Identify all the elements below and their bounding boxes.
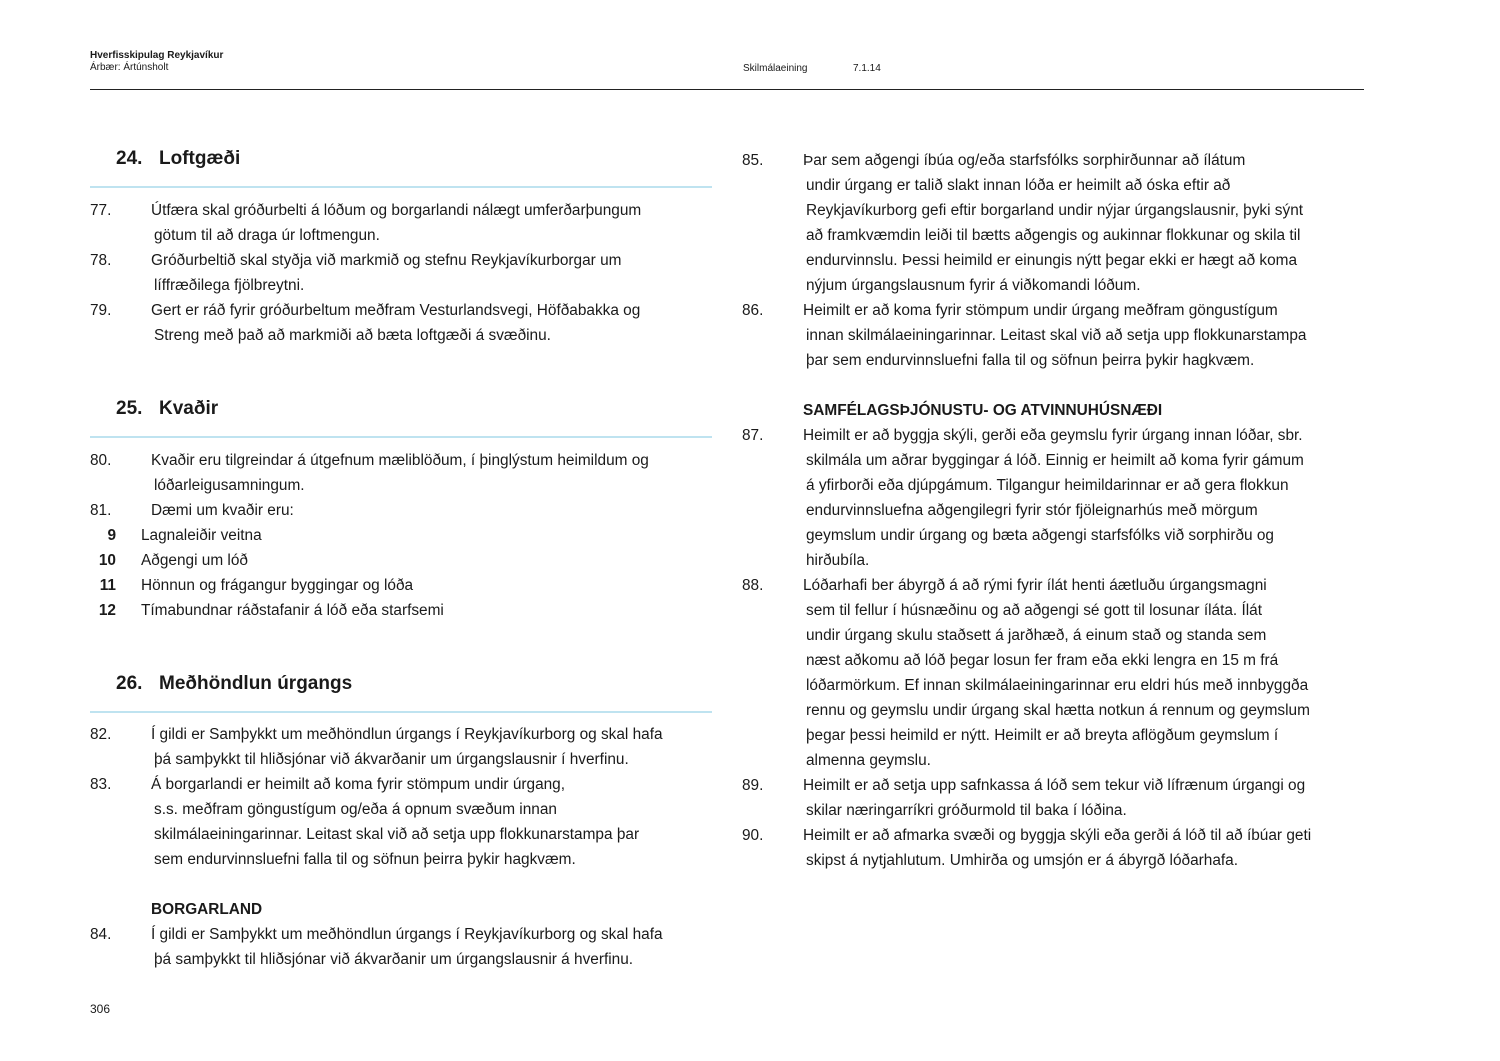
item-text <box>742 298 1382 373</box>
section-title: Loftgæði <box>159 148 241 169</box>
item-text-line: Kvaðir eru tilgreindar á útgefnum mæliblöðum, í þinglýstum heimildum og <box>151 452 649 469</box>
sub-item-text: Lagnaleiðir veitna <box>141 527 262 544</box>
page-number: 306 <box>90 1002 111 1016</box>
sub-item-number: 9 <box>107 527 116 544</box>
item-text <box>90 198 730 248</box>
subheading-samfelagsthjonustu: SAMFÉLAGSÞJÓNUSTU- OG ATVINNUHÚSNÆÐI <box>803 402 1163 419</box>
item-text-line: skilmála um aðrar byggingar á lóð. Einnig er heimilt að koma fyrir gámum <box>806 452 1304 469</box>
item-text-line: þá samþykkt til hliðsjónar við ákvarðanir um úrgangslausnir á hverfinu. <box>154 951 634 968</box>
list-item <box>742 148 1382 298</box>
item-text <box>90 498 730 523</box>
item-text-line: rennu og geymslu undir úrgang skal hætta notkun á rennum og geymslum <box>806 702 1310 719</box>
item-number: 88. <box>742 577 764 594</box>
item-text-line: Útfæra skal gróðurbelti á lóðum og borgarlandi nálægt umferðarþungum <box>151 202 642 219</box>
list-item <box>742 573 1382 773</box>
section-25-items <box>90 448 730 523</box>
item-text-line: innan skilmálaeiningarinnar. Leitast skal við að setja upp flokkunarstampa <box>806 327 1307 344</box>
item-text-line: Gert er ráð fyrir gróðurbeltum meðfram Vesturlandsvegi, Höfðabakka og <box>151 302 641 319</box>
item-number: 80. <box>90 452 112 469</box>
sub-item-number: 12 <box>98 602 116 619</box>
list-item <box>90 722 730 772</box>
item-text-line: endurvinnslu. Þessi heimild er einungis nýtt þegar ekki er hægt að koma <box>806 252 1298 269</box>
item-text-line: endurvinnsluefna aðgengilegri fyrir stór fjöleignarhús með mörgum <box>806 502 1258 519</box>
sub-item-number: 11 <box>99 577 116 594</box>
list-item <box>90 198 730 248</box>
item-text-line: að framkvæmdin leiði til bætts aðgengis og aukinnar flokkunar og skila til <box>806 227 1301 244</box>
item-text-line: Reykjavíkurborg gefi eftir borgarland undir nýjar úrgangslausnir, þyki sýnt <box>806 202 1304 219</box>
sub-item-number: 10 <box>98 552 116 569</box>
section-number-label: 24. <box>116 148 143 169</box>
item-text-line: Á borgarlandi er heimilt að koma fyrir stömpum undir úrgang, <box>151 776 566 793</box>
item-number: 79. <box>90 302 112 319</box>
document-header <box>90 50 223 74</box>
item-number: 90. <box>742 827 764 844</box>
list-item <box>90 298 730 348</box>
list-item <box>90 922 730 972</box>
item-text-line: Streng með það að markmiði að bæta loftgæði á svæðinu. <box>154 327 551 344</box>
section-divider <box>90 186 712 188</box>
item-text <box>90 448 730 498</box>
list-item <box>90 448 730 498</box>
sub-list-item <box>90 523 730 548</box>
section-24-items <box>90 198 730 348</box>
item-number: 85. <box>742 152 764 169</box>
item-text <box>742 423 1382 573</box>
item-text <box>90 248 730 298</box>
item-text-line: Heimilt er að byggja skýli, gerði eða geymslu fyrir úrgang innan lóðar, sbr. <box>803 427 1303 444</box>
sub-item-text: Aðgengi um lóð <box>141 552 248 569</box>
item-number: 83. <box>90 776 112 793</box>
list-item <box>742 423 1382 573</box>
item-text <box>742 773 1382 823</box>
item-text-line: undir úrgang skulu staðsett á jarðhæð, á einum stað og standa sem <box>806 627 1267 644</box>
sub-list-item <box>90 598 730 623</box>
section-25-heading <box>116 397 218 421</box>
list-item <box>742 773 1382 823</box>
item-text-line: hirðubíla. <box>806 552 870 569</box>
document-title: Hverfisskipulag Reykjavíkur <box>90 50 224 61</box>
section-26-items-2 <box>90 922 730 972</box>
item-number: 78. <box>90 252 112 269</box>
item-text-line: Dæmi um kvaðir eru: <box>151 502 294 519</box>
item-text <box>90 722 730 772</box>
item-text-line: götum til að draga úr loftmengun. <box>154 227 380 244</box>
item-text-line: lóðarleigusamningum. <box>154 477 305 494</box>
item-text <box>90 922 730 972</box>
item-text-line: skilar næringarríkri gróðurmold til baka í lóðina. <box>806 802 1127 819</box>
item-number: 77. <box>90 202 112 219</box>
item-text-line: Í gildi er Samþykkt um meðhöndlun úrgangs í Reykjavíkurborg og skal hafa <box>151 726 663 743</box>
item-text-line: undir úrgang er talið slakt innan lóða er heimilt að óska eftir að <box>806 177 1231 194</box>
item-text <box>742 573 1382 773</box>
section-divider <box>90 436 712 438</box>
item-text-line: líffræðilega fjölbreytni. <box>154 277 305 294</box>
item-text-line: Í gildi er Samþykkt um meðhöndlun úrgangs í Reykjavíkurborg og skal hafa <box>151 926 663 943</box>
document-subtitle: Árbær: Ártúnsholt <box>90 62 169 73</box>
item-number: 86. <box>742 302 764 319</box>
subheading-borgarland: BORGARLAND <box>151 901 263 918</box>
item-text-line: næst aðkomu að lóð þegar losun fer fram eða ekki lengra en 15 m frá <box>806 652 1279 669</box>
item-text-line: þegar þessi heimild er nýtt. Heimilt er að breyta aflögðum geymslum í <box>806 727 1279 744</box>
list-item <box>90 772 730 872</box>
item-text <box>90 772 730 872</box>
section-number-label: 25. <box>116 398 143 419</box>
list-item <box>742 298 1382 373</box>
sub-list-item <box>90 548 730 573</box>
item-text-line: skilmálaeiningarinnar. Leitast skal við að setja upp flokkunarstampa þar <box>154 826 640 843</box>
item-text-line: almenna geymslu. <box>806 752 931 769</box>
item-text-line: skipst á nytjahlutum. Umhirða og umsjón er á ábyrgð lóðarhafa. <box>806 852 1239 869</box>
sub-list-item <box>90 573 730 598</box>
kvadir-list <box>90 523 730 623</box>
item-text-line: Heimilt er að setja upp safnkassa á lóð sem tekur við lífrænum úrgangi og <box>803 777 1306 794</box>
item-number: 84. <box>90 926 112 943</box>
item-number: 89. <box>742 777 764 794</box>
sub-item-text: Tímabundnar ráðstafanir á lóð eða starfsemi <box>141 602 444 619</box>
item-text-line: lóðarmörkum. Ef innan skilmálaeiningarinnar eru eldri hús með innbyggða <box>806 677 1309 694</box>
item-text-line: Þar sem aðgengi íbúa og/eða starfsfólks sorphirðunnar að ílátum <box>803 152 1246 169</box>
item-text-line: þar sem endurvinnsluefni falla til og söfnun þeirra þykir hagkvæm. <box>806 352 1255 369</box>
item-text-line: s.s. meðfram göngustígum og/eða á opnum svæðum innan <box>154 801 557 818</box>
section-divider <box>90 711 712 713</box>
right-items-2 <box>742 423 1382 873</box>
section-title: Kvaðir <box>159 398 219 419</box>
item-text-line: Lóðarhafi ber ábyrgð á að rými fyrir ílát henti áætluðu úrgangsmagni <box>803 577 1267 594</box>
item-text-line: sem endurvinnsluefni falla til og söfnun þeirra þykir hagkvæm. <box>154 851 576 868</box>
section-26-items <box>90 722 730 872</box>
item-text <box>742 148 1382 298</box>
right-items <box>742 148 1382 373</box>
list-item <box>90 248 730 298</box>
item-number: 87. <box>742 427 764 444</box>
item-text-line: á yfirborði eða djúpgámum. Tilgangur heimildarinnar er að gera flokkun <box>806 477 1289 494</box>
item-text-line: Heimilt er að koma fyrir stömpum undir úrgang meðfram göngustígum <box>803 302 1278 319</box>
item-text-line: geymslum undir úrgang og bæta aðgengi starfsfólks við sorphirðu og <box>806 527 1274 544</box>
section-name: Skilmálaeining <box>743 63 808 74</box>
section-26-heading <box>116 672 352 696</box>
item-number: 82. <box>90 726 112 743</box>
section-number: 7.1.14 <box>853 63 881 74</box>
item-text-line: Gróðurbeltið skal styðja við markmið og stefnu Reykjavíkurborgar um <box>151 252 622 269</box>
section-number-label: 26. <box>116 673 143 694</box>
item-text-line: þá samþykkt til hliðsjónar við ákvarðanir um úrgangslausnir í hverfinu. <box>154 751 629 768</box>
item-number: 81. <box>90 502 112 519</box>
list-item <box>742 823 1382 873</box>
item-text-line: sem til fellur í húsnæðinu og að aðgengi sé gott til losunar íláta. Ílát <box>806 602 1263 619</box>
sub-item-text: Hönnun og frágangur byggingar og lóða <box>141 577 414 594</box>
item-text <box>742 823 1382 873</box>
item-text <box>90 298 730 348</box>
item-text-line: nýjum úrgangslausnum fyrir á viðkomandi lóðum. <box>806 277 1141 294</box>
section-24-heading <box>116 147 240 171</box>
header-divider <box>90 89 1364 90</box>
list-item <box>90 498 730 523</box>
section-title: Meðhöndlun úrgangs <box>159 673 353 694</box>
item-text-line: Heimilt er að afmarka svæði og byggja skýli eða gerði á lóð til að íbúar geti <box>803 827 1312 844</box>
